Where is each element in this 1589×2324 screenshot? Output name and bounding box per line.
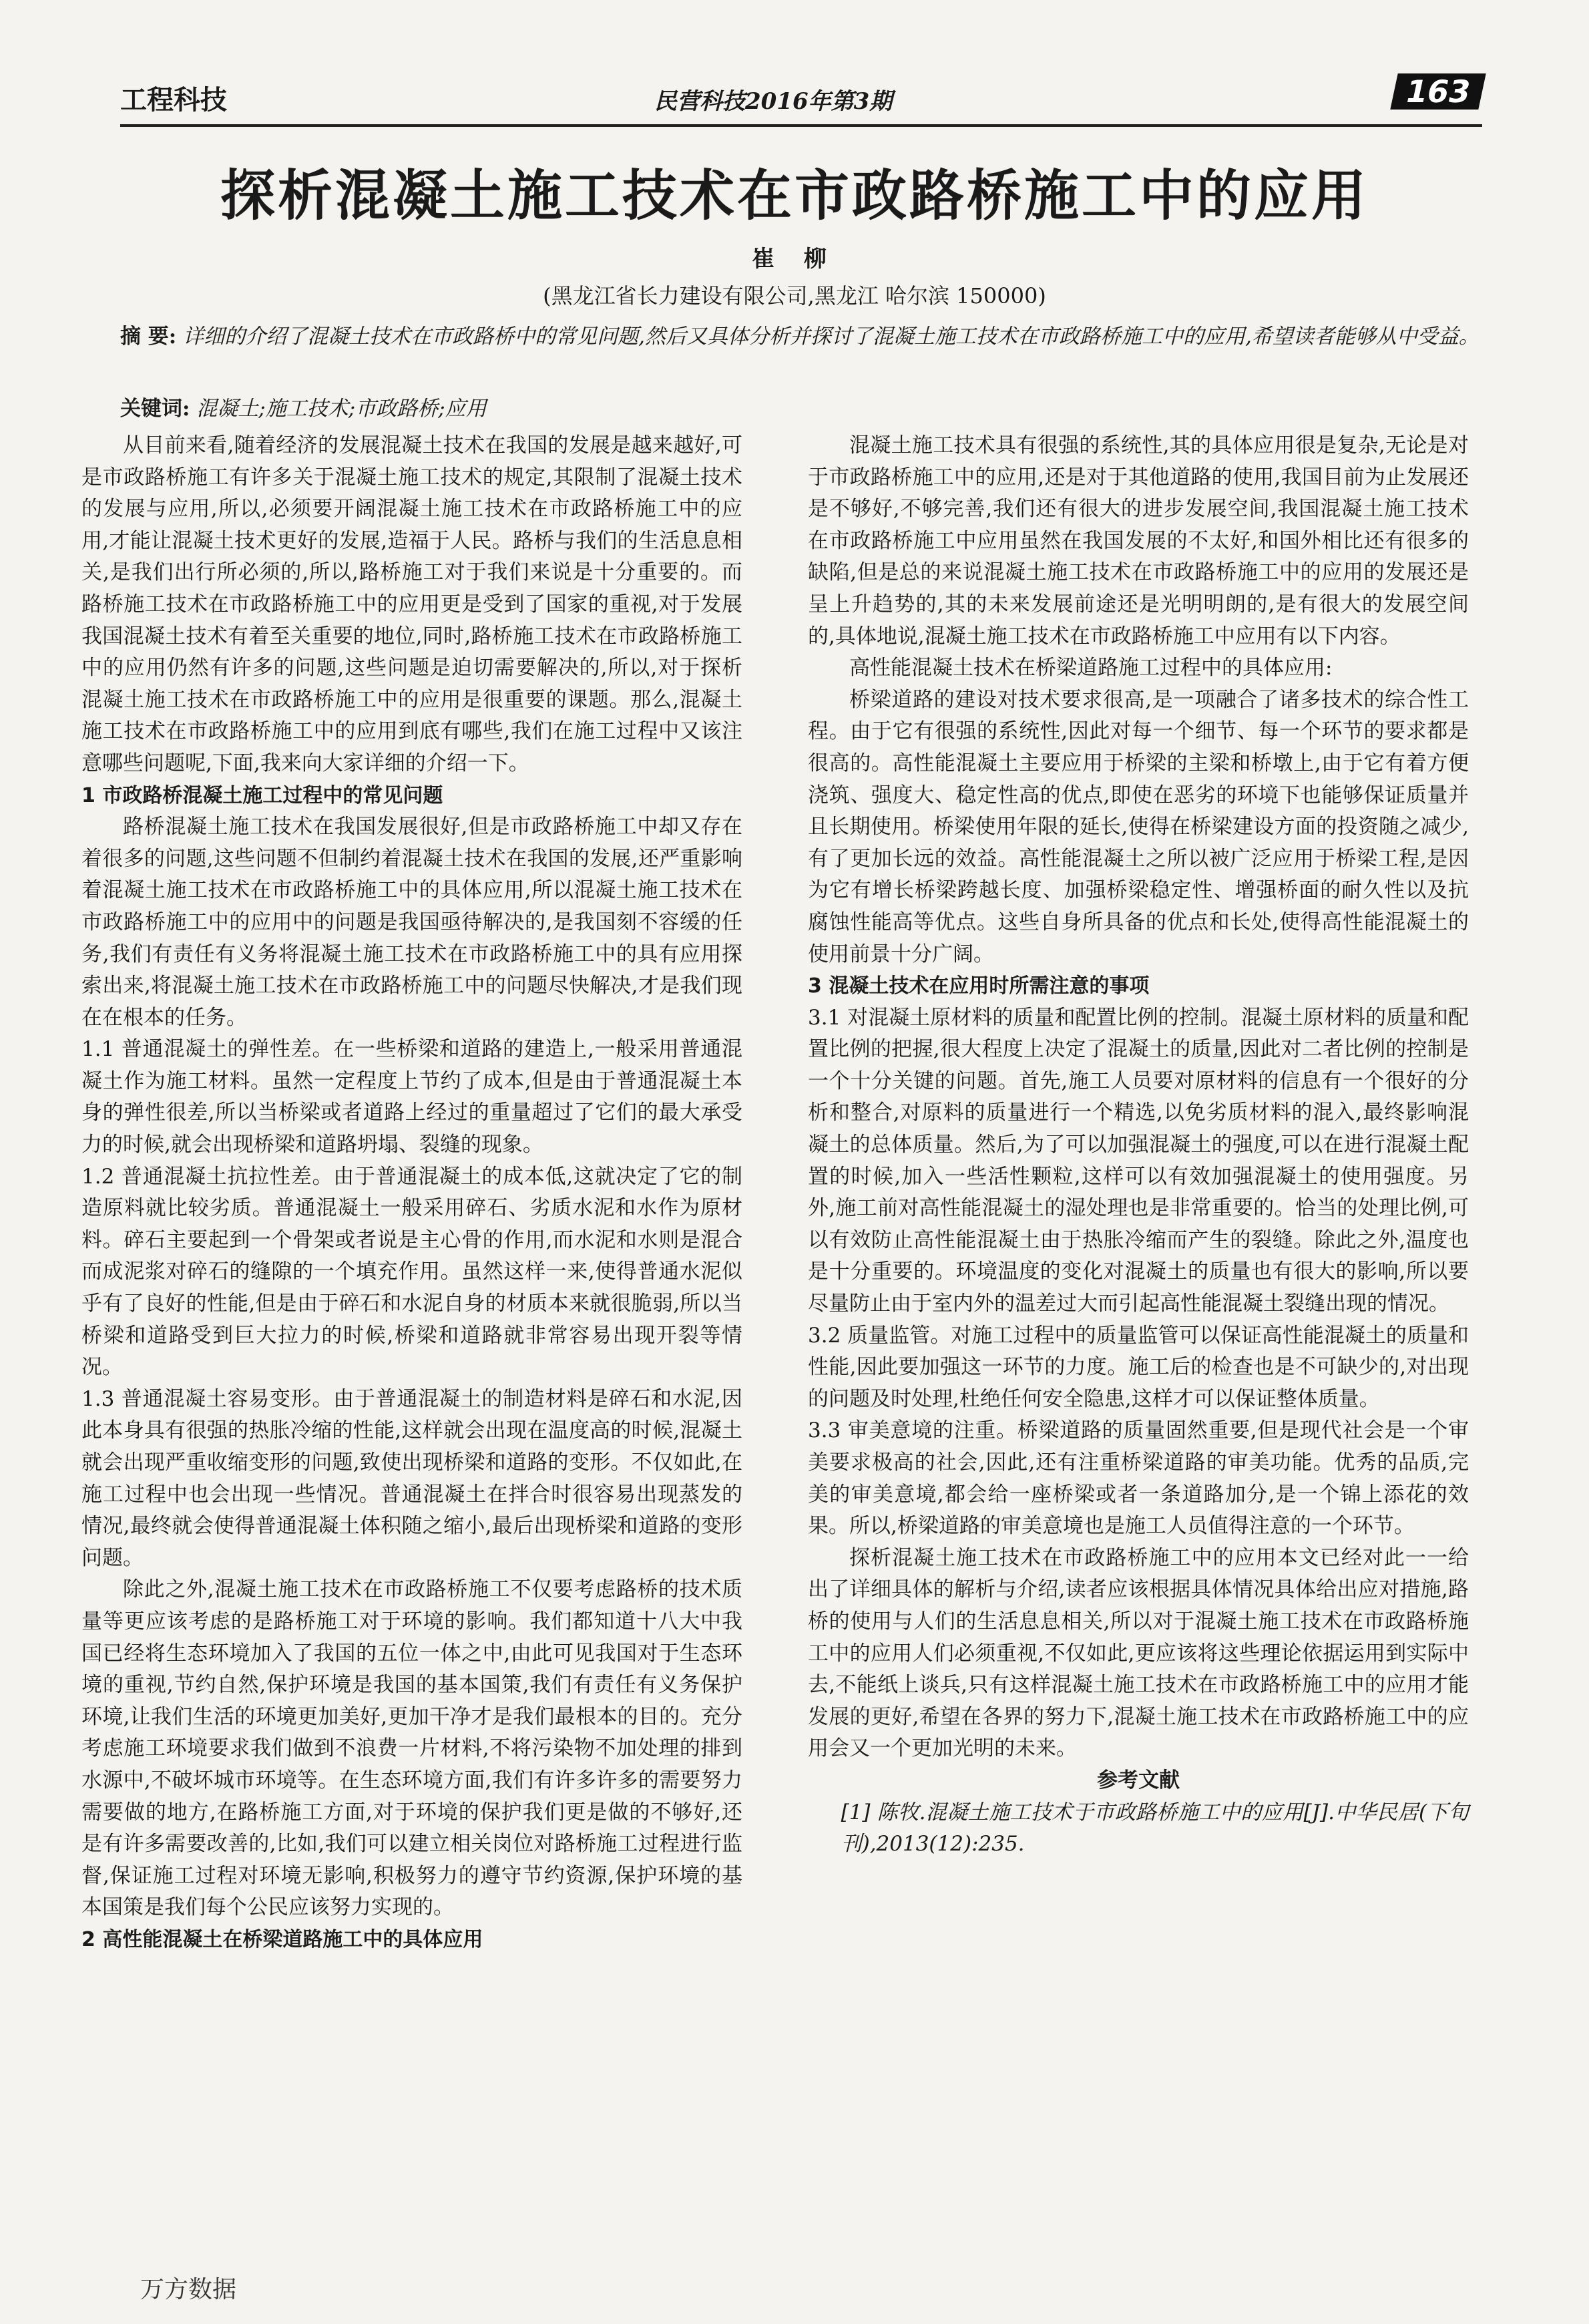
header-rule <box>120 124 1482 127</box>
page-number: 163 <box>1390 73 1486 110</box>
section-heading-3: 3 混凝土技术在应用时所需注意的事项 <box>808 974 1150 998</box>
paragraph: 混凝土施工技术具有很强的系统性,其的具体应用很是复杂,无论是对于市政路桥施工中的应用,还是对于其他道路的使用,我国目前为止发展还是不够好,不够完善,我们还有很大的进步发展空间,我国混凝土施工技术在市政路桥施工中应用虽然在我国发展的不太好,和国外相比还有很多的缺陷,但是总的来说混凝土施工技术在市政路桥施工中的应用的发展还是呈上升趋势的,其的未来发展前途还是光明明朗的,是有很大的发展空间的,具体地说,混凝土施工技术在市政路桥施工中应用有以下内容。 <box>808 433 1469 648</box>
paragraph: 除此之外,混凝土施工技术在市政路桥施工不仅要考虑路桥的技术质量等更应该考虑的是路桥施工对于环境的影响。我们都知道十八大中我国已经将生态环境加入了我国的五位一体之中,由此可见我国对于生态环境的重视,节约自然,保护环境是我国的基本国策,我们有责任有义务保护环境,让我们生活的环境更加美好,更加干净才是我们最根本的目的。充分考虑施工环境要求我们做到不浪费一片材料,不将污染物不加处理的排到水源中,不破坏城市环境等。在生态环境方面,我们有许多许多的需要努力需要做的地方,在路桥施工方面,对于环境的保护我们更是做的不够好,还是有许多需要改善的,比如,我们可以建立相关岗位对路桥施工过程进行监督,保证施工过程对环境无影响,积极努力的遵守节约资源,保护环境的基本国策是我们每个公民应该努力实现的。 <box>81 1577 742 1920</box>
footer-watermark: 万方数据 <box>140 2276 237 2303</box>
running-header <box>120 73 1482 119</box>
left-column <box>81 430 742 2180</box>
abstract-label: 摘 要: <box>120 325 177 349</box>
right-column <box>808 430 1469 2206</box>
section-heading-2: 2 高性能混凝土在桥梁道路施工中的具体应用 <box>81 1927 483 1951</box>
abstract-text: 详细的介绍了混凝土技术在市政路桥中的常见问题,然后又具体分析并探讨了混凝土施工技术在市政路桥施工中的应用,希望读者能够从中受益。 <box>183 325 1480 349</box>
abstract <box>120 319 1482 354</box>
section-heading-1: 1 市政路桥混凝土施工过程中的常见问题 <box>81 783 443 807</box>
paragraph: 3.3 审美意境的注重。桥梁道路的质量固然重要,但是现代社会是一个审美要求极高的社会,因此,还有注重桥梁道路的审美功能。优秀的品质,完美的审美意境,都会给一座桥梁或者一条道路加分,是一个锦上添花的效果。所以,桥梁道路的审美意境也是施工人员值得注意的一个环节。 <box>808 1418 1469 1539</box>
article-title: 探析混凝土施工技术在市政路桥施工中的应用 <box>220 164 1369 228</box>
paragraph: 从目前来看,随着经济的发展混凝土技术在我国的发展是越来越好,可是市政路桥施工有许多关于混凝土施工技术的规定,其限制了混凝土技术的发展与应用,所以,必须要开阔混凝土施工技术在市政路桥施工中的应用,才能让混凝土技术更好的发展,造福于人民。路桥与我们的生活息息相关,是我们出行所必须的,所以,路桥施工对于我们来说是十分重要的。而路桥施工技术在市政路桥施工中的应用更是受到了国家的重视,对于发展我国混凝土技术有着至关重要的地位,同时,路桥施工技术在市政路桥施工中的应用仍然有许多的问题,这些问题是迫切需要解决的,所以,对于探析混凝土施工技术在市政路桥施工中的应用是很重要的课题。那么,混凝土施工技术在市政路桥施工中的应用到底有哪些,我们在施工过程中又该注意哪些问题呢,下面,我来向大家详细的介绍一下。 <box>81 433 742 775</box>
author: 崔 柳 <box>752 246 837 272</box>
paragraph: 1.3 普通混凝土容易变形。由于普通混凝土的制造材料是碎石和水泥,因此本身具有很强的热胀冷缩的性能,这样就会出现在温度高的时候,混凝土就会出现严重收缩变形的问题,致使出现桥梁和道路的变形。不仅如此,在施工过程中也会出现一些情况。普通混凝土在拌合时很容易出现蒸发的情况,最终就会使得普通混凝土体积随之缩小,最后出现桥梁和道路的变形问题。 <box>81 1386 742 1570</box>
keywords-label: 关键词: <box>120 397 190 421</box>
paragraph: 3.1 对混凝土原材料的质量和配置比例的控制。混凝土原材料的质量和配置比例的把握,很大程度上决定了混凝土的质量,因此对二者比例的控制是一个十分关键的问题。首先,施工人员要对原材料的信息有一个很好的分析和整合,对原料的质量进行一个精选,以免劣质材料的混入,最终影响混凝土的总体质量。然后,为了可以加强混凝土的强度,可以在进行混凝土配置的时候,加入一些活性颗粒,这样可以有效加强混凝土的使用强度。另外,施工前对高性能混凝土的湿处理也是非常重要的。恰当的处理比例,可以有效防止高性能混凝土由于热胀冷缩而产生的裂缝。除此之外,温度也是十分重要的。环境温度的变化对混凝土的质量也有很大的影响,所以要尽量防止由于室内外的温差过大而引起高性能混凝土裂缝出现的情况。 <box>808 1005 1469 1316</box>
paragraph: 1.2 普通混凝土抗拉性差。由于普通混凝土的成本低,这就决定了它的制造原料就比较劣质。普通混凝土一般采用碎石、劣质水泥和水作为原材料。碎石主要起到一个骨架或者说是主心骨的作用,而水泥和水则是混合而成泥浆对碎石的缝隙的一个填充作用。虽然这样一来,使得普通水泥似乎有了良好的性能,但是由于碎石和水泥自身的材质本来就很脆弱,所以当桥梁和道路受到巨大拉力的时候,桥梁和道路就非常容易出现开裂等情况。 <box>81 1164 742 1380</box>
paragraph: 高性能混凝土技术在桥梁道路施工过程中的具体应用: <box>849 656 1333 681</box>
reference-item: [1] 陈牧.混凝土施工技术于市政路桥施工中的应用[J].中华民居(下旬刊),2013(12):235. <box>841 1800 1469 1857</box>
paragraph: 1.1 普通混凝土的弹性差。在一些桥梁和道路的建造上,一般采用普通混凝土作为施工材料。虽然一定程度上节约了成本,但是由于普通混凝土本身的弹性很差,所以当桥梁或者道路上经过的重量超过了它们的最大承受力的时候,就会出现桥梁和道路坍塌、裂缝的现象。 <box>81 1037 742 1157</box>
header-journal: 民营科技2016年第3期 <box>654 88 893 115</box>
affiliation: (黑龙江省长力建设有限公司,黑龙江 哈尔滨 150000) <box>543 283 1046 309</box>
header-section: 工程科技 <box>120 84 227 116</box>
keywords-text: 混凝土;施工技术;市政路桥;应用 <box>196 397 487 421</box>
paragraph: 桥梁道路的建设对技术要求很高,是一项融合了诸多技术的综合性工程。由于它有很强的系统性,因此对每一个细节、每一个环节的要求都是很高的。高性能混凝土主要应用于桥梁的主梁和桥墩上,由于它有着方便浇筑、强度大、稳定性高的优点,即使在恶劣的环境下也能够保证质量并且长期使用。桥梁使用年限的延长,使得在桥梁建设方面的投资随之减少,有了更加长远的效益。高性能混凝土之所以被广泛应用于桥梁工程,是因为它有增长桥梁跨越长度、加强桥梁稳定性、增强桥面的耐久性以及抗腐蚀性能高等优点。这些自身所具备的优点和长处,使得高性能混凝土的使用前景十分广阔。 <box>808 687 1469 966</box>
paragraph: 探析混凝土施工技术在市政路桥施工中的应用本文已经对此一一给出了详细具体的解析与介绍,读者应该根据具体情况具体给出应对措施,路桥的使用与人们的生活息息相关,所以对于混凝土施工技术在市政路桥施工中的应用人们必须重视,不仅如此,更应该将这些理论依据运用到实际中去,不能纸上谈兵,只有这样混凝土施工技术在市政路桥施工中的应用才能发展的更好,希望在各界的努力下,混凝土施工技术在市政路桥施工中的应用会又一个更加光明的未来。 <box>808 1545 1469 1761</box>
paragraph: 路桥混凝土施工技术在我国发展很好,但是市政路桥施工中却又存在着很多的问题,这些问题不但制约着混凝土技术在我国的发展,还严重影响着混凝土施工技术在市政路桥施工中的具体应用,所以混凝土施工技术在市政路桥施工中的应用中的问题是我国亟待解决的,是我国刻不容缓的任务,我们有责任有义务将混凝土施工技术在市政路桥施工中的具有应用探索出来,将混凝土施工技术在市政路桥施工中的问题尽快解决,才是我们现在在根本的任务。 <box>81 815 742 1030</box>
references-heading: 参考文献 <box>1097 1768 1180 1792</box>
paragraph: 3.2 质量监管。对施工过程中的质量监管可以保证高性能混凝土的质量和性能,因此要加强这一环节的力度。施工后的检查也是不可缺少的,对出现的问题及时处理,杜绝任何安全隐患,这样才可以保证整体质量。 <box>808 1323 1469 1411</box>
keywords <box>120 391 1482 421</box>
